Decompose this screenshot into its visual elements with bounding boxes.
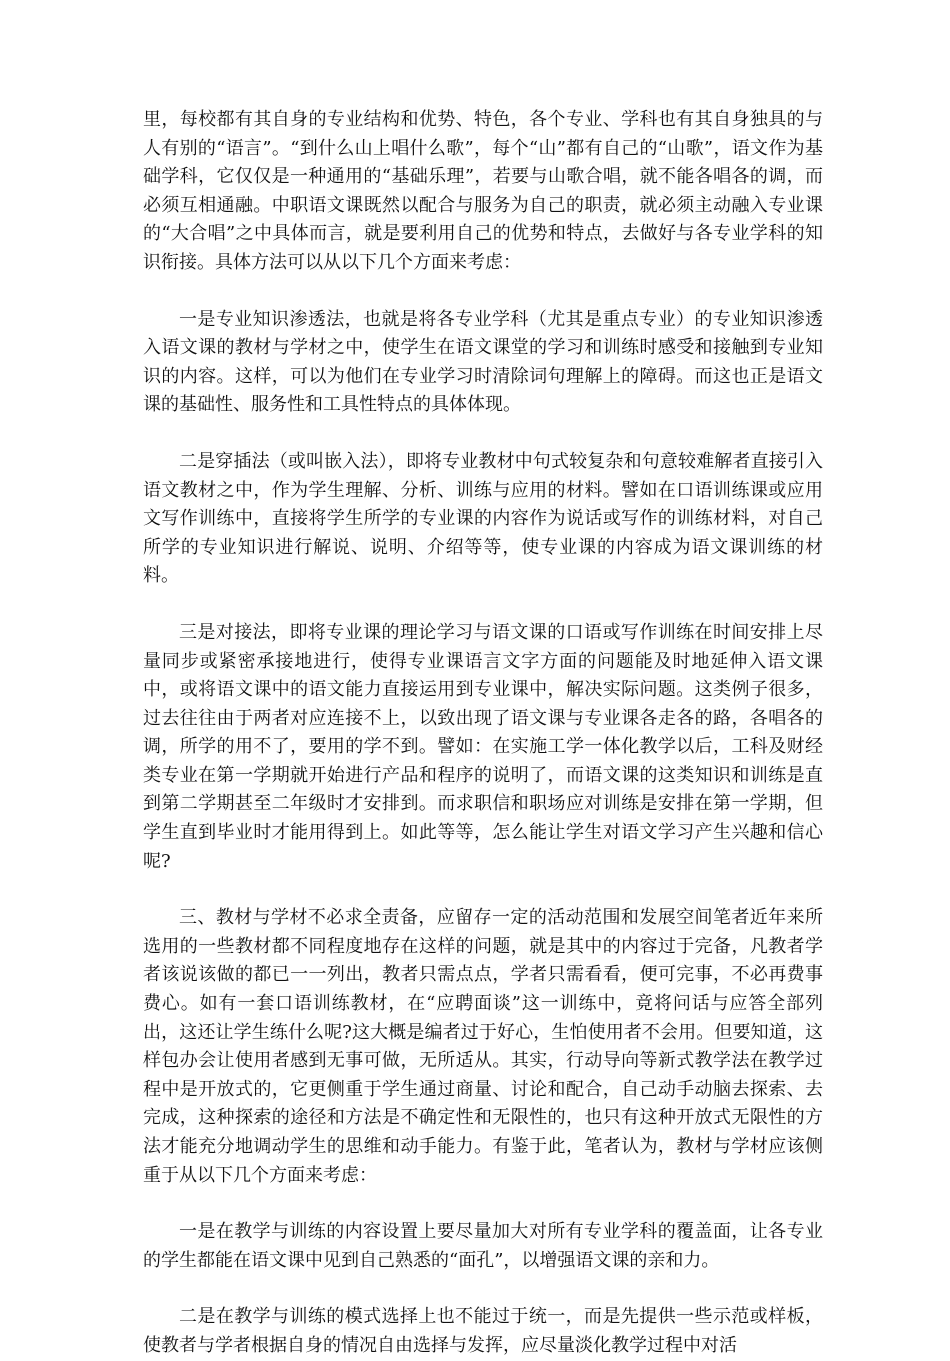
paragraph-continuation: 里，每校都有其自身的专业结构和优势、特色，各个专业、学科也有其自身独具的与人有别的“语言”。“到什么山上唱什么歌”，每个“山”都有自己的“山歌”，语文作为基础学科，它仅仅是一种通用的“基础乐理”，若要与山歌合唱，就不能各唱各的调，而必须互相通融。中职语文课既然以配合与服务为自己的职责，就必须主动融入专业课的“大合唱”之中具体而言，就是要利用自己的优势和特点，去做好与各专业学科的知识衔接。具体方法可以从以下几个方面来考虑： xyxy=(143,109,823,273)
paragraph-mode-selection: 二是在教学与训练的模式选择上也不能过于统一，而是先提供一些示范或样板，使教者与学者根据自身的情况自由选择与发挥，应尽量淡化教学过程中对活 xyxy=(143,1306,823,1356)
paragraph-knowledge-infiltration: 一是专业知识渗透法，也就是将各专业学科（尤其是重点专业）的专业知识渗透入语文课的教材与学材之中，使学生在语文课堂的学习和训练时感受和接触到专业知识的内容。这样，可以为他们在专业学习时清除词句理解上的障碍。而这也正是语文课的基础性、服务性和工具性特点的具体体现。 xyxy=(143,308,823,416)
document-page xyxy=(143,106,823,1361)
paragraph-content-coverage: 一是在教学与训练的内容设置上要尽量加大对所有专业学科的覆盖面，让各专业的学生都能在语文课中见到自己熟悉的“面孔”，以增强语文课的亲和力。 xyxy=(143,1221,823,1271)
paragraph-docking-method: 三是对接法，即将专业课的理论学习与语文课的口语或写作训练在时间安排上尽量同步或紧密承接地进行，使得专业课语言文字方面的问题能及时地延伸入语文课中，或将语文课中的语文能力直接运用到专业课中，解决实际问题。这类例子很多，过去往往由于两者对应连接不上，以致出现了语文课与专业课各走各的路，各唱各的调，所学的用不了，要用的学不到。譬如：在实施工学一体化教学以后，工科及财经类专业在第一学期就开始进行产品和程序的说明了，而语文课的这类知识和训练是直到第二学期甚至二年级时才安排到。而求职信和职场应对训练是安排在第一学期，但学生直到毕业时才能用得到上。如此等等，怎么能让学生对语文学习产生兴趣和信心呢? xyxy=(143,621,823,872)
paragraph-insertion-method: 二是穿插法（或叫嵌入法），即将专业教材中句式较复杂和句意较难解者直接引入语文教材之中，作为学生理解、分析、训练与应用的材料。譬如在口语训练课或应用文写作训练中，直接将学生所学的专业课的内容作为说话或写作的训练材料，对自己所学的专业知识进行解说、说明、介绍等等，使专业课的内容成为语文课训练的材料。 xyxy=(143,450,823,587)
paragraph-teaching-materials: 三、教材与学材不必求全责备，应留存一定的活动范围和发展空间笔者近年来所选用的一些教材都不同程度地存在这样的问题，就是其中的内容过于完备，凡教者学者该说该做的都已一一列出，教者只需点点，学者只需看看，便可完事，不必再费事费心。如有一套口语训练教材，在“应聘面谈”这一训练中，竟将问话与应答全部列出，这还让学生练什么呢?这大概是编者过于好心，生怕使用者不会用。但要知道，这样包办会让使用者感到无事可做，无所适从。其实，行动导向等新式教学法在教学过程中是开放式的，它更侧重于学生通过商量、讨论和配合，自己动手动脑去探索、去完成，这种探索的途径和方法是不确定性和无限性的，也只有这种开放式无限性的方法才能充分地调动学生的思维和动手能力。有鉴于此，笔者认为，教材与学材应该侧重于从以下几个方面来考虑： xyxy=(143,907,823,1186)
